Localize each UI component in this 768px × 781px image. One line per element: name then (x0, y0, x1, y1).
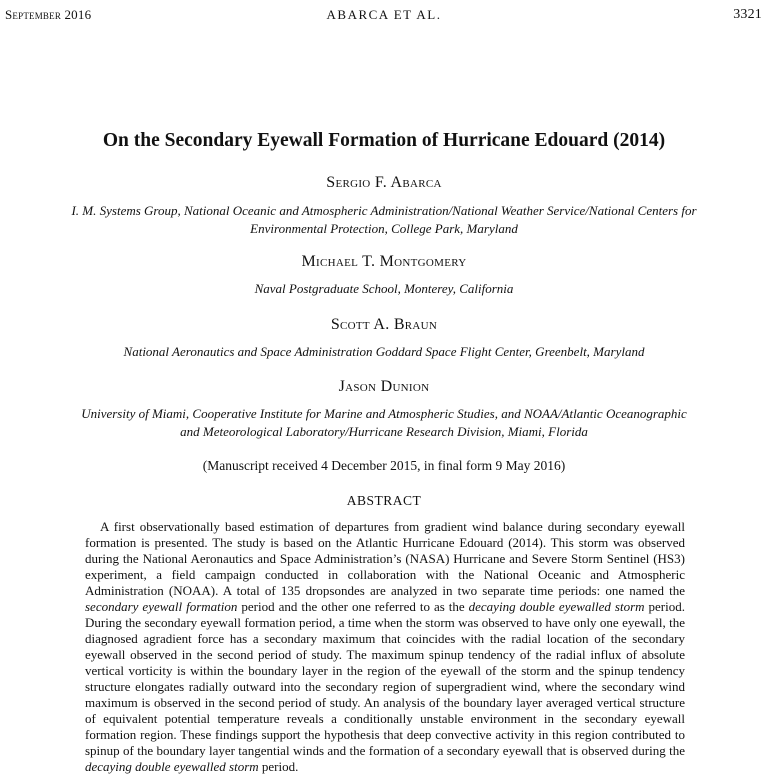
abstract-emphasis: decaying double eyewalled storm (85, 759, 259, 774)
author-affiliation: University of Miami, Cooperative Institute for Marine and Atmospheric Studies, and NOAA/Atlantic Oceanographic and Meteorological Laboratory/Hurricane Research Division, Miami, Florida (81, 406, 687, 439)
author-affiliation: I. M. Systems Group, National Oceanic and Atmospheric Administration/National Weather Service/National Centers for Environmental Protection, College Park, Maryland (71, 203, 697, 236)
abstract-body (85, 519, 685, 775)
abstract-text: A first observationally based estimation of departures from gradient wind balance during secondary eyewall formation is presented. The study is based on the Atlantic Hurricane Edouard (2014). This storm was observed during the National Aeronautics and Space Administration’s (NASA) Hurricane and Severe Storm Sentinel (HS3) experiment, a field campaign conducted in collaboration with the National Oceanic and Atmospheric Administration (NOAA). A total of 135 dropsondes are analyzed in two separate time periods: one named the (85, 519, 685, 598)
abstract-text: period. During the secondary eyewall formation period, a time when the storm was observed to have only one eyewall, the diagnosed agradient force has a secondary maximum that coincides with the radial location of the secondary eyewall observed in the second period of study. The maximum spinup tendency of the radial influx of absolute vertical vorticity is within the boundary layer in the region of the eyewall of the storm and the spinup tendency structure elongates radially outward into the secondary region of supergradient wind, where the secondary wind maximum is observed in the second period of study. An analysis of the boundary layer averaged vertical structure of equivalent potential temperature reveals a conditionally unstable environment in the secondary eyewall formation region. These findings support the hypothesis that deep convective activity in this region contributed to spinup of the boundary layer tangential winds and the formation of a secondary eyewall that is observed during the (85, 599, 685, 758)
abstract-heading: ABSTRACT (346, 493, 422, 508)
manuscript-note: (Manuscript received 4 December 2015, in final form 9 May 2016) (202, 458, 566, 473)
paper-title: On the Secondary Eyewall Formation of Hurricane Edouard (2014) (102, 130, 666, 151)
author-affiliation: Naval Postgraduate School, Monterey, California (254, 281, 514, 296)
author-name: Jason Dunion (338, 378, 430, 395)
author-name: Sergio F. Abarca (326, 174, 442, 191)
running-header-authors: ABARCA ET AL. (326, 7, 442, 22)
author-name: Scott A. Braun (330, 316, 438, 333)
abstract-text: period. (258, 759, 299, 774)
abstract-emphasis: secondary eyewall formation (85, 599, 238, 614)
abstract-emphasis: decaying double eyewalled storm (468, 599, 645, 614)
author-affiliation: National Aeronautics and Space Administration Goddard Space Flight Center, Greenbelt, Maryland (123, 344, 645, 359)
abstract-text: period and the other one referred to as the (237, 599, 469, 614)
running-header-date: September 2016 (5, 7, 92, 22)
page-number: 3321 (733, 7, 762, 22)
author-name: Michael T. Montgomery (301, 253, 467, 270)
